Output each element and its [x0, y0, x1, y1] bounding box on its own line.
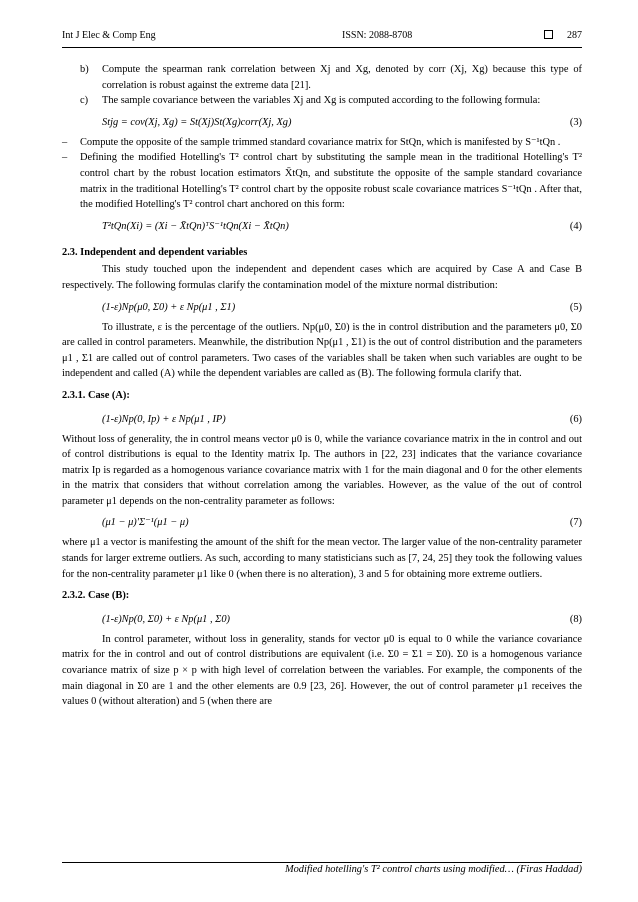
checkbox-square-icon — [544, 30, 553, 39]
section-heading-2-3: 2.3. Independent and dependent variables — [62, 246, 248, 258]
running-title: Modified hotelling's T² control charts using modified… (Firas Haddad) — [284, 864, 582, 875]
issn: ISSN: 2088-8708 — [342, 30, 413, 41]
list-item-b: b) Compute the spearman rank correlation between Xj and Xg, denoted by corr (Xj, Xg) because this type of correlation is robust against the extreme data [21]. — [80, 64, 582, 91]
paragraph: This study touched upon the independent and dependent cases which are acquired by Case A and Case B respectively. The following formulas clarify the contamination model of the mixture normal distribution: — [62, 264, 582, 291]
page-body — [62, 62, 582, 710]
section-heading-2-3-1: 2.3.1. Case (A): — [62, 389, 130, 401]
page-number: 287 — [567, 30, 582, 41]
paragraph: where μ1 a vector is manifesting the amount of the shift for the mean vector. The larger value of the non-centrality parameter stands for larger extreme outliers. As such, according to many statisticians such as [7, 24, 25] they took the following values for the non-centrality parameter μ1 like 0 (when there is no alteration), 3 and 5 for obtaining more extreme outliers. — [62, 537, 582, 580]
equation-7: (μ1 − μ)′Σ⁻¹(μ1 − μ) (7) — [102, 517, 582, 529]
dash-item-2: – Defining the modified Hotelling's T² control chart by substituting the sample mean in the traditional Hotelling's T² control chart by the robust location estimators X̄tQn, and substitute the opposite of the sample standard covariance matrix in the traditional Hotelling's T² control chart by the opposite robust scale covariance matrices S⁻¹tQn . After that, the modified Hotelling's T² control chart anchored on this form: — [62, 152, 582, 211]
journal-name: Int J Elec & Comp Eng — [62, 30, 156, 41]
equation-4: T²tQn(Xi) = (Xi − X̄tQn)ᵀS⁻¹tQn(Xi − X̄tQn) (4) — [102, 220, 582, 232]
paragraph: Without loss of generality, the in control means vector μ0 is 0, while the variance covariance matrix in the in control and out of control distributions is equal to the Identity matrix Ip. The authors in [22, 23] indicates that the variance covariance matrix Ip is regarded as a homogenous variance covariance matrix with 1 for the main diagonal and 0 for the other elements in the matrix that considers that without correlation among the variables. However, as the value of the out of control parameter μ1 depends on the non-centrality parameter as follows: — [62, 433, 582, 507]
equation-5: (1-ε)Np(μ0, Σ0) + ε Np(μ1 , Σ1) (5) — [102, 301, 582, 313]
header-rule — [62, 47, 582, 48]
equation-8: (1-ε)Np(0, Σ0) + ε Np(μ1 , Σ0) (8) — [102, 613, 582, 625]
paragraph: To illustrate, ε is the percentage of the outliers. Np(μ0, Σ0) is the in control distribution and the parameters μ0, Σ0 are called in control parameters. Meanwhile, the distribution Np(μ1 , Σ1) is the out of control distribution and the parameters μ1 , Σ1 are called out of control parameters. Two cases of the variables shall be taken when such variables are ought to be independent and called (A) while the dependent variables are called as (B). The following formula clarify that. — [62, 321, 582, 380]
dash-item-1: – Compute the opposite of the sample trimmed standard covariance matrix for StQn, which is manifested by S⁻¹tQn . — [62, 136, 561, 148]
footer-rule — [62, 862, 582, 863]
section-heading-2-3-2: 2.3.2. Case (B): — [62, 590, 130, 602]
equation-6: (1-ε)Np(0, Ip) + ε Np(μ1 , IP) (6) — [102, 413, 582, 425]
list-item-c: c) The sample covariance between the variables Xj and Xg is computed according to the following formula: — [80, 95, 541, 107]
equation-3: Stjg = cov(Xj, Xg) = St(Xj)St(Xg)corr(Xj, Xg) (3) — [102, 116, 582, 128]
paragraph: In control parameter, without loss in generality, stands for vector μ0 is equal to 0 while the variance covariance matrix for the in control and out of control distributions are equivalent (i.e. Σ0 = Σ1 = Σ0). Σ0 is a homogenous variance covariance matrix of size p × p with high level of correlation between the variables. For example, the components of the main diagonal in Σ0 are 1 and the other elements are 0.9 [23, 26]. However, the out of control parameter μ1 receives the values 0 (without alteration) and 5 (when there are — [62, 633, 582, 708]
